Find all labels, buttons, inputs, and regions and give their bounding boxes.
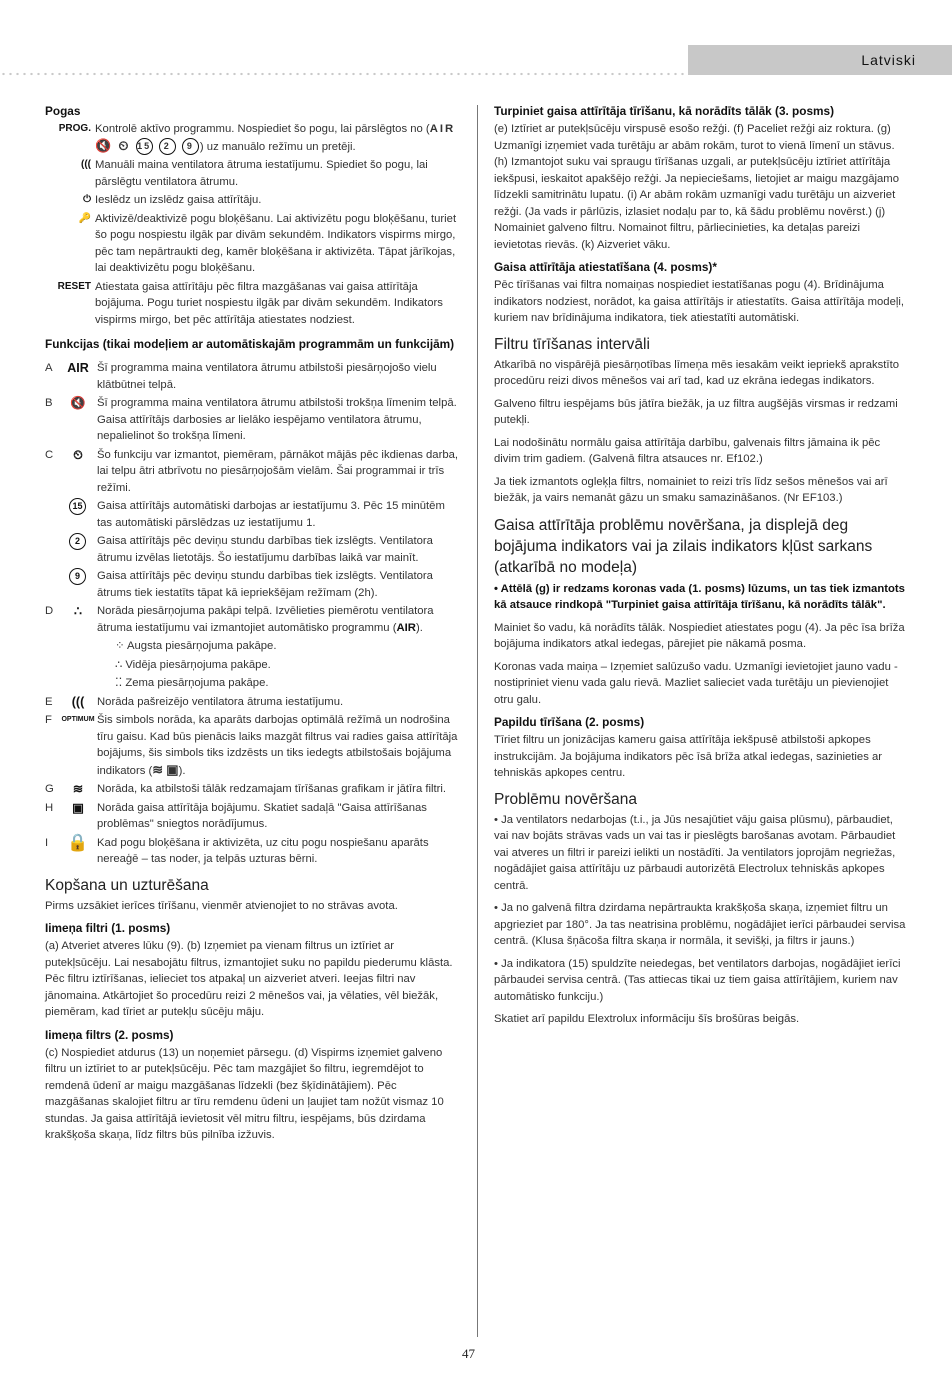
stage-1-text: (a) Atveriet atveres lūku (9). (b) Izņemiet pa vienam filtrus un iztīriet ar putekļsūcēju. Lai nesabojātu filtrus, izmantojiet suku no papildu piederumu klāsta. Pēc filtru iztīrīšanas, ielieciet tos atpakaļ un aizveriet atveri. Ieejas filtri nav jānomaina. Atkārtojiet šo procedūru reizi 2 mēnešos vai, ja vēlaties, vēl biežāk, piemēram, kad tīriet ar putekļu sūcēju māju. (45, 940, 453, 1019)
fault-icon: ▣ (72, 800, 84, 815)
badge-9-icon: 9 (69, 568, 86, 585)
function-d: D ∴ Norāda piesārņojuma pakāpi telpā. Izvēlieties piemērotu ventilatora ātruma iestatījumu vai izmantojiet automātisko programmu (AIR). (45, 603, 463, 636)
button-fan: ((( Manuāli maina ventilatora ātruma iestatījumu. Spiediet šo pogu, lai pārslēgtu ventilatora ātrumu. (45, 157, 463, 190)
intervals-p4: Ja tiek izmantots ogleķļa filtrs, nomainiet to reizi trīs līdz sešos mēnešos vai arī biežāk, ja vairs nemanāt gāzu un smaku samazināšanos. (Nr EF103.) (494, 475, 888, 504)
function-b: B 🔇 Šī programma maina ventilatora ātrumu atbilstoši trokšņa līmenim telpā. Gaisa attīrītājs darbosies ar lielāko iespējamo ventilatora ātrumu, nepalielinot šo trokšņa līmeni. (45, 395, 463, 445)
button-power: ⏻ Ieslēdz un izslēdz gaisa attīrītāju. (45, 192, 463, 209)
problems-bold-note: • Attēlā (g) ir redzams koronas vada (1. posms) lūzums, un tas tiek izmantots kā atsauce rindkopā "Turpiniet gaisa attīrītāja tīrīšanu, kā norādīts tālāk". (494, 582, 905, 611)
function-f: F OPTIMUM Šis simbols norāda, ka aparāts darbojas optimālā režīmā un nodrošina tīru gaisu. Kad būs pienācis laiks mazgāt filtrus vai radies gaisa attīrītāja bojājums, šis simbols tiks izdzēsts un tiks iedegts atbilstošais bojājuma indikators (≋ ▣). (45, 712, 463, 779)
dotted-header-line (0, 72, 688, 76)
pollution-level-high: ⁘ Augsta piesārņojuma pakāpe. (115, 640, 277, 653)
troubleshooting-heading: Problēmu novēršana (494, 790, 638, 808)
silent-icon: 🔇 (95, 137, 114, 153)
lock-icon: 🔒 (67, 832, 89, 852)
problems-heading: Gaisa attīrītāja problēmu novēršana, ja displejā deg bojājuma indikators vai ja zilais indikators kļūst sarkans (atkarībā no modeļa) (494, 516, 873, 576)
pollution-level-low: ⁚⁚ Zema piesārņojuma pakāpe. (115, 677, 269, 690)
button-lock: 🔑 Aktivizē/deaktivizē pogu bloķēšanu. Lai aktivizētu pogu bloķēšanu, turiet šo pogu nospiestu ilgāk par divām sekundēm. Indikators vispirms mirgo, pēc tam nepārtraukti deg, kamēr bloķēšana ir aktivizēta. Tāpat jārīkojas, lai deaktivizētu pogu bloķēšanu. (45, 211, 463, 277)
pollution-low-icon: ⁚⁚ (115, 677, 123, 690)
maintenance-intro: Pirms uzsākiet ierīces tīrīšanu, vienmēr atvienojiet to no strāvas avota. (45, 899, 398, 912)
problems-p2: Koronas vada maiņa – Izņemiet salūzušo vadu. Uzmanīgi ievietojiet jauno vadu - nostipriniet vienu vada galu rievā. Mazliet salieciet vada turētāju un pievienojiet otru galu. (494, 660, 898, 706)
timer-icon: ⏲ (73, 447, 83, 462)
intervals-p2: Galveno filtru iespējams būs jātīra biežāk, ja uz filtra augšējās virsmas ir redzami putekļi. (494, 397, 898, 426)
filter-clean-icon: ≋ (152, 761, 164, 777)
stage-1-heading: Iimeņa filtri (1. posms) (45, 921, 171, 936)
extra-cleaning-text: Tīriet filtru un jonizācijas kameru gaisa attīrītāja iekšpusē atbilstoši apkopes instrukcijām. Ja bojājuma indikators pēc īsā brīža atkal iedegas, sazinieties ar tehniskās apkopes centru. (494, 734, 883, 779)
prog-icons: AIR 🔇 ⏲ 15 2 9 (95, 123, 455, 153)
fan-speed-icon: ((( (71, 694, 85, 709)
intervals-heading: Filtru tīrīšanas intervāli (494, 335, 650, 353)
fault-icon: ▣ (166, 761, 179, 777)
function-c-mode-9: 9 Gaisa attīrītājs pēc deviņu stundu darbības tiek izslēgts. Ventilatora ātrums tiek iestatīts tāpat kā iepriekšējam režīmam (2h). (59, 568, 463, 601)
air-icon: AIR (67, 361, 89, 376)
language-tab: Latviski (688, 45, 952, 75)
left-column (45, 103, 463, 1150)
power-icon: ⏻ (83, 194, 91, 206)
fan-speed-icon: ((( (81, 159, 91, 171)
pollution-level-medium: ∴ Vidēja piesārņojuma pakāpe. (115, 658, 271, 671)
troubleshoot-p1: • Ja ventilators nedarbojas (t.i., ja Jūs nesajūtiet vāju gaisa plūsmu), pārbaudiet, vai nav bojāts strāvas vads un vai tas ir pieslēgts barošanas avotam. Pārbaudiet vai atveres un filtri ir pareizi ielikti un nostādīti. Ja ventilators joprojām negriežas, nogādājiet gaisa attīrītāju uz pārbaudi autorizētā Electrolux tehniskās apkopes centrā. (494, 813, 896, 892)
stage-4-heading: Gaisa attīrītāja atiestatīšana (4. posms)* (494, 260, 717, 274)
badge-2-icon: 2 (69, 533, 86, 550)
intervals-p3: Lai nodošinātu normālu gaisa attīrītāja darbību, galvenais filtrs jāmaina ik pēc divim trim gadiem. (Galvenā filtra atsauces nr. Ef102.) (494, 436, 881, 465)
problems-p1: Mainiet šo vadu, kā norādīts tālāk. Nospiediet atiestates pogu (4). Ja pēc īsa brīža bojājuma indikators atkal iedegas, pārejiet pie nākamā posma. (494, 621, 905, 650)
function-c-mode-15: 15 Gaisa attīrītājs automātiski darbojas ar iestatījumu 3. Pēc 15 minūtēm tas automātiski pārslēdzas uz iestatījumu 1. (59, 498, 463, 531)
function-a: A AIR Šī programma maina ventilatora ātrumu atbilstoši piesārņojošo vielu klātbūtnei telpā. (45, 360, 463, 393)
troubleshoot-p2: • Ja no galvenā filtra dzirdama nepārtraukta krakšķoša skaņa, izņemiet filtru un apgrieziet par 180°. Ja tas neatrisina problēmu, nogādājiet ierīci pārbaudei servisa centrā. (Klusa šņācoša filtra skaņa ir normāla, it sevišķi, ja filtrs ir jauns.) (494, 902, 906, 947)
badge-15-icon: 15 (136, 138, 153, 155)
buttons-heading: Pogas (45, 104, 81, 118)
column-divider (477, 105, 478, 1337)
stage-2-text: (c) Nospiediet atdurus (13) un noņemiet pārsegu. (d) Vispirms izņemiet galveno filtru un iztīriet to ar putekļsūcēju. Pēc tam mazgājiet šo filtru, iegremdējot to remdenā ūdenī ar maigu mazgāšanas līdzekli (bez šķīdinātājiem). Pēc mazgāšanas skalojiet filtru ar tīru remdenu ūdeni un ļaujiet tam nožūt vismaz 10 stundas. Ja gaisa attīrītājā ievietosit vēl mitru filtru, iespējams, būs dzirdama krakšķoša skaņa, līdz filtrs būs pilnība izžuvis. (45, 1046, 444, 1142)
extra-cleaning-heading: Papildu tīrīšana (2. posms) (494, 715, 645, 729)
pollution-icon: ∴ (74, 604, 82, 619)
functions-heading: Funkcijas (tikai modeļiem ar automātiskajām programmām un funkcijām) (45, 337, 455, 352)
function-c-mode-2: 2 Gaisa attīrītājs pēc deviņu stundu darbības tiek izslēgts. Ventilatora ātrumu izvēlas lietotājs. Šo iestatījumu darbības laikā var mainīt. (59, 533, 463, 566)
key-icon: 🔑 (78, 212, 91, 224)
pollution-high-icon: ⁘ (115, 640, 125, 653)
right-column (494, 103, 907, 1034)
badge-2-icon: 2 (159, 138, 176, 155)
silent-mode-icon: 🔇 (70, 396, 86, 411)
optimum-icon: OPTIMUM (61, 716, 95, 724)
pollution-medium-icon: ∴ (115, 658, 123, 671)
prog-label: PROG. (58, 123, 91, 134)
badge-15-icon: 15 (69, 498, 86, 515)
timer-icon: ⏲ (118, 137, 131, 153)
function-i: I 🔒 Kad pogu bloķēšana ir aktivizēta, uz citu pogu nospiešanu aparāts nereaģē – tas noder, ja telpās uzturas bērni. (45, 835, 463, 868)
stage-3-heading: Turpiniet gaisa attīrītāja tīrīšanu, kā norādīts tālāk (3. posms) (494, 104, 835, 118)
function-h: H ▣ Norāda gaisa attīrītāja bojājumu. Skatiet sadaļā "Gaisa attīrīšanas problēmas" sniegtos norādījumus. (45, 800, 463, 833)
maintenance-heading: Kopšana un uzturēšana (45, 876, 209, 894)
page-number: 47 (462, 1346, 475, 1361)
filter-clean-icon: ≋ (72, 782, 84, 797)
stage-3-text: (e) Iztīriet ar putekļsūcēju virspusē esošo režģi. (f) Paceliet režģi aiz roktura. (g) Uzmanīgi izņemiet vada turētāju ar abām rokām, turot to vienā līmenī un stāvus. (h) Izmantojot suku vai spraugu tīrīšanas uzgali, ar putekļsūcēju iztīriet attīrītāja iekšpusi, ieskaitot apakšējo režģi. Ja nepieciešams, lietojiet ar maigu mazgājamo līdzekli samitrinātu lupatu. (i) Ar abām rokām uzmanīgi vadu turētāju un aizveriet režģi. (Ja vads ir pārlūzis, izlasiet nodaļu par to, kā šādu problēmu novērst.) (j) Nomainiet galveno filtru. Nomainot filtru, pārliecinieties, ka detaļas pareizi ievietotas rievās. (k) Aizveriet vāku. (494, 123, 900, 251)
badge-9-icon: 9 (182, 138, 199, 155)
button-reset: RESET Atiestata gaisa attīrītāju pēc filtra mazgāšanas vai gaisa attīrītāja bojājuma. Pogu turiet nospiestu ilgāk par divām sekundēm. Indikators vispirms mirgo, bet pēc attīrītāja atiestates nodziest. (45, 279, 463, 329)
function-e: E ((( Norāda pašreizējo ventilatora ātruma iestatījumu. (45, 694, 344, 709)
troubleshoot-p3: • Ja indikatora (15) spuldzīte neiedegas, bet ventilators darbojas, nogādājiet ierīci pārbaudei servisa centrā. (Tas attiecas tikai uz tiem gaisa attīrītājiem, kuriem nav automātisko funkciju.) (494, 957, 901, 1003)
intervals-p1: Atkarībā no vispārējā piesārņotības līmeņa mēs iesakām veikt iepriekš aprakstīto procedūru reizi divos mēnešos vai arī tad, kad uz ekrāna iedegas indikators. (494, 358, 899, 387)
function-g: G ≋ Norāda, ka atbilstoši tālāk redzamajam tīrīšanas grafikam ir jātīra filtri. (45, 782, 447, 797)
function-c: C ⏲ Šo funkciju var izmantot, piemēram, pārnākot mājās pēc ikdienas darba, lai telpu ātri atbrīvotu no piesārņojošām vielām. Šai programmai ir trīs režīmi. (45, 447, 463, 497)
stage-4-text: Pēc tīrīšanas vai filtra nomaiņas nospiediet iestatīšanas pogu (4). Brīdinājuma indikators nodziest, norādot, ka gaisa attīrītājs ir atiestatīts. Gaisa attīrītāja modeļi, kuriem nav brīdinājuma indikatora, tiek atiestatīti automātiski. (494, 279, 905, 324)
button-prog: PROG. Kontrolē aktīvo programmu. Nospiediet šo pogu, lai pārslēgtos no (AIR 🔇 ⏲ 15 2 9 ) uz manuālo režīmu un pretēji. (45, 121, 463, 155)
footer-note: Skatiet arī papildu Elextrolux informāciju šīs brošūras beigās. (494, 1013, 800, 1025)
reset-label: RESET (57, 280, 91, 292)
stage-2-heading: Iimeņa filtrs (2. posms) (45, 1027, 174, 1042)
